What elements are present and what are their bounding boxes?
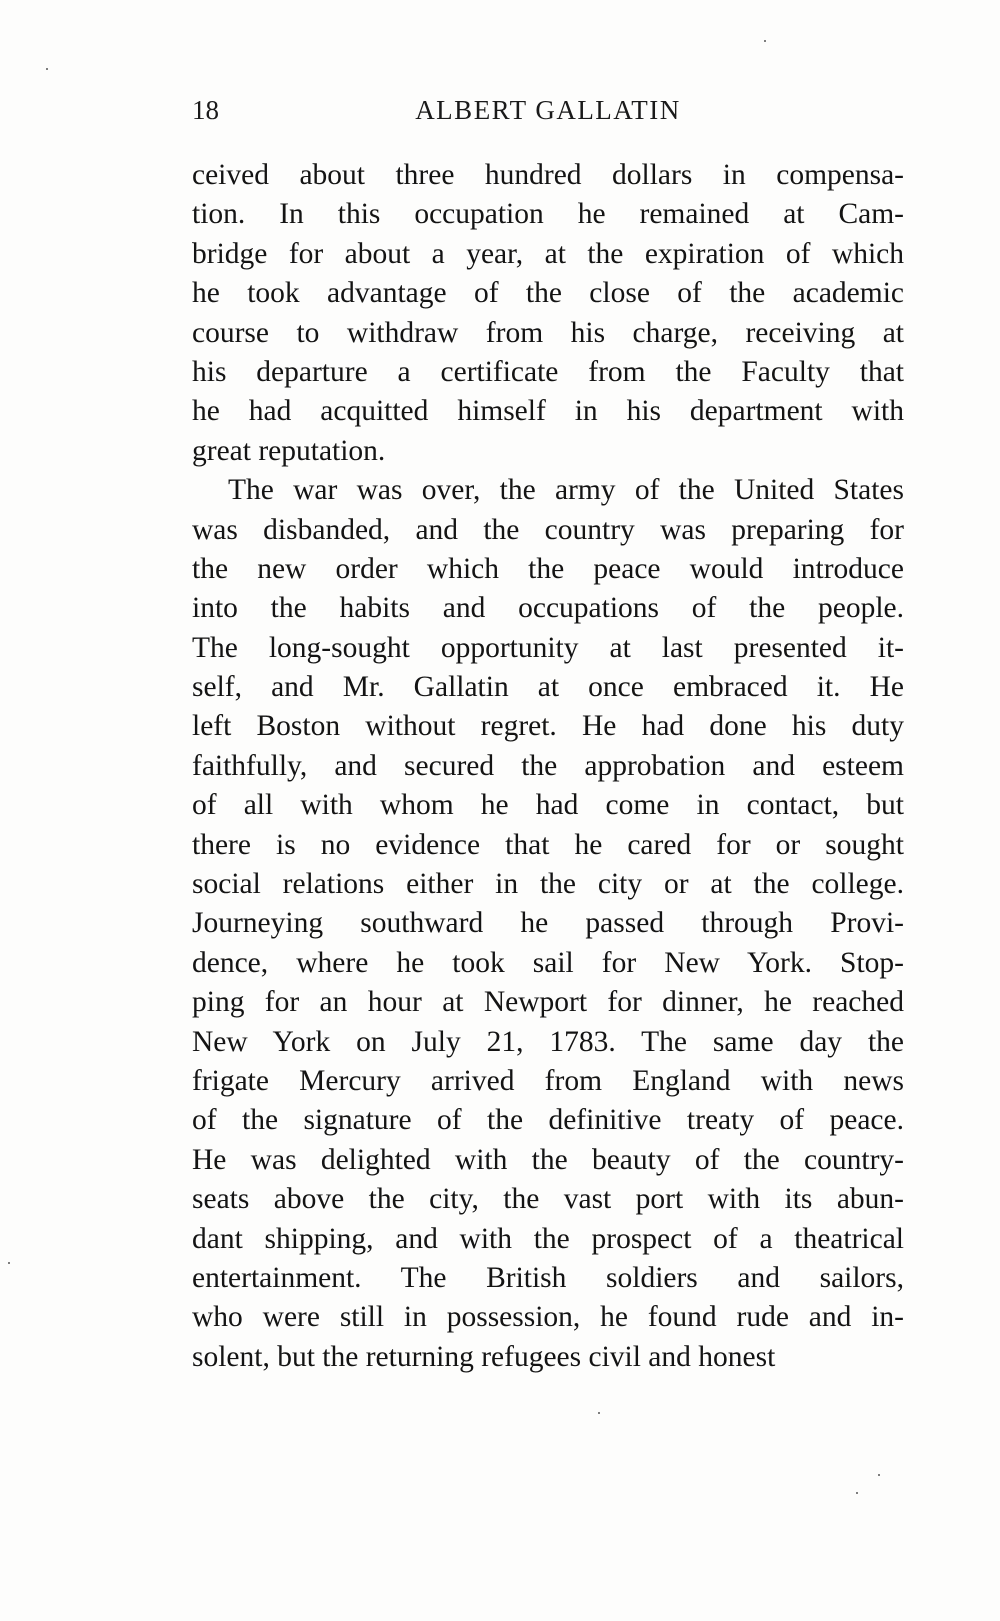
text-line: ceived about three hundred dollars in compensa- bbox=[192, 159, 904, 191]
text-line: was disbanded, and the country was preparing for bbox=[192, 513, 904, 546]
text-line: dant shipping, and with the prospect of a theatrical bbox=[192, 1222, 904, 1255]
scan-speck bbox=[878, 1474, 880, 1476]
text-line: he took advantage of the close of the academic bbox=[192, 277, 904, 310]
text-line: who were still in possession, he found rude and in- bbox=[192, 1301, 904, 1334]
text-line: ping for an hour at Newport for dinner, he reached bbox=[192, 986, 904, 1019]
text-line: course to withdraw from his charge, receiving at bbox=[192, 316, 904, 349]
page-number: 18 bbox=[192, 95, 219, 125]
text-line: into the habits and occupations of the people. bbox=[192, 592, 904, 625]
text-line: social relations either in the city or at the college. bbox=[192, 868, 904, 901]
text-line: there is no evidence that he cared for or sought bbox=[192, 828, 904, 861]
text-line: self, and Mr. Gallatin at once embraced it. He bbox=[192, 671, 904, 704]
text-line: New York on July 21, 1783. The same day the bbox=[192, 1025, 904, 1058]
text-line: solent, but the returning refugees civil and honest bbox=[192, 1340, 776, 1373]
scan-speck bbox=[46, 68, 48, 70]
text-line: He was delighted with the beauty of the country- bbox=[192, 1143, 904, 1176]
text-line: entertainment. The British soldiers and sailors, bbox=[192, 1261, 904, 1294]
text-line: seats above the city, the vast port with its abun- bbox=[192, 1183, 904, 1216]
text-line: Journeying southward he passed through Provi- bbox=[192, 907, 904, 940]
text-line: faithfully, and secured the approbation and esteem bbox=[192, 749, 904, 782]
text-line: he had acquitted himself in his department with bbox=[192, 395, 904, 428]
text-line: The war was over, the army of the United States bbox=[228, 474, 904, 507]
page-header bbox=[192, 95, 904, 135]
text-line: his departure a certificate from the Faculty that bbox=[192, 355, 904, 388]
scan-speck bbox=[856, 1492, 858, 1494]
text-line: tion. In this occupation he remained at Cam- bbox=[192, 198, 904, 231]
text-line: of the signature of the definitive treaty of peace. bbox=[192, 1104, 904, 1137]
scan-speck bbox=[598, 1412, 600, 1414]
text-line: The long-sought opportunity at last presented it- bbox=[192, 631, 904, 664]
scan-speck bbox=[764, 40, 766, 42]
paragraph bbox=[192, 156, 904, 471]
text-line: bridge for about a year, at the expiration of which bbox=[192, 237, 904, 270]
paragraph bbox=[192, 471, 904, 1377]
text-line: of all with whom he had come in contact, but bbox=[192, 789, 904, 822]
scan-speck bbox=[8, 1262, 10, 1264]
text-line: left Boston without regret. He had done his duty bbox=[192, 710, 904, 743]
text-line: dence, where he took sail for New York. Stop- bbox=[192, 946, 904, 979]
body-text bbox=[192, 156, 904, 1377]
running-head: ALBERT GALLATIN bbox=[415, 95, 681, 125]
text-line: great reputation. bbox=[192, 434, 386, 467]
text-line: frigate Mercury arrived from England with news bbox=[192, 1064, 904, 1097]
text-line: the new order which the peace would introduce bbox=[192, 552, 904, 585]
